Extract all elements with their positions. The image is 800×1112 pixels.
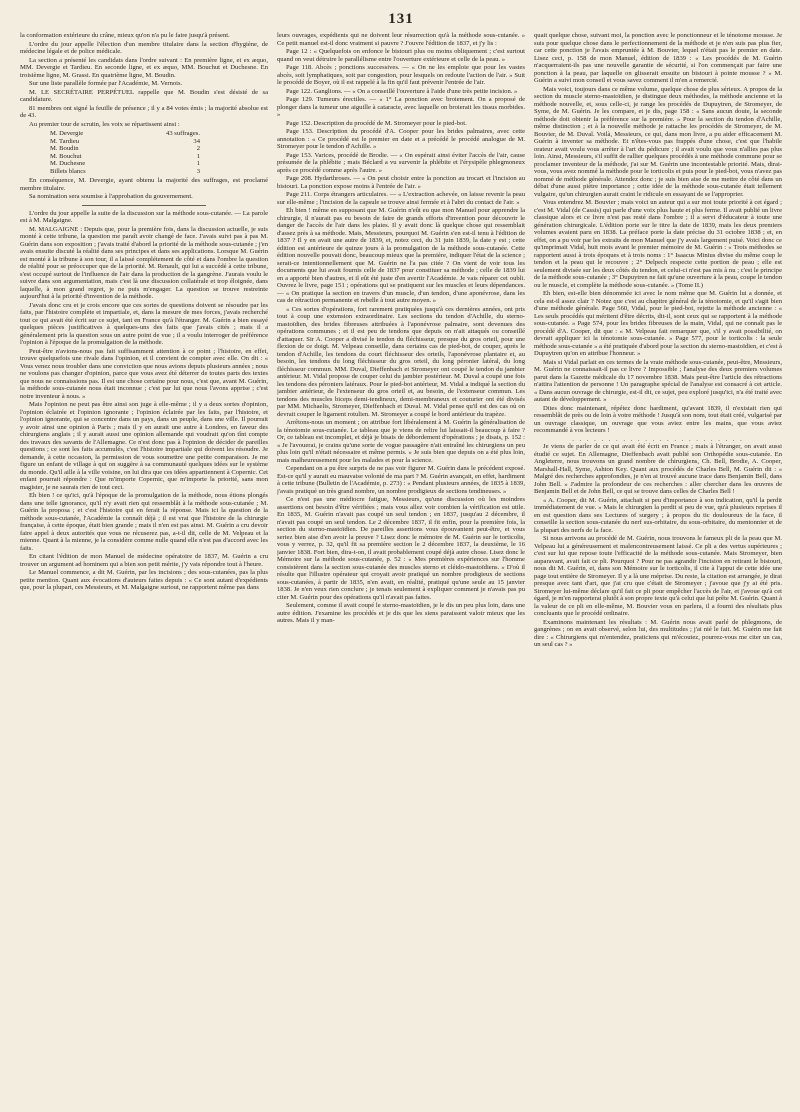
paragraph: Au premier tour de scrutin, les voix se répartissent ainsi : [29, 120, 180, 128]
paragraph: Vous entendrez M. Bouvier ; mais voici un auteur qui a sur moi toute priorité à cet égard ; c'est M. Vidal (de Cassis) qui parle d'une voix plus haute et plus ferme. Il avait publié un livre classique alors et ce livre n'est pas resté dans l'ombre ; il a servi d'éducateur à toute une génération chirurgicale. L'édition porte sur le titre la date de 1839, mais les deux premiers volumes avaient paru en 1838. La préface porte la date précise du 31 octobre 1838 ; et, en effet, on a pu voir par les extraits de mon Manuel que j'y avais largement puisé. Voici donc ce qu'imprimait Vidal, huit mois avant le premier mémoire de M. Guérin : « Trois méthodes se rapportent aussi à trois époques et à trois noms : 1° Isaacus Minius divise du même coup le tendon et la peau qui le recouvre ; 2° Delpech respecte cette portion de peau ; elle est seulement divisée sur les deux côtés du tendon, et celui-ci n'est pas mis à nu ; c'est le principe de la méthode sous-cutanée ; 3° Dupuytren ne fait qu'une ouverture à la peau, coupe le tendon ou le muscle, et complète la méthode sous-cutanée. » (Tome II.) [534, 199, 782, 289]
paragraph: Peut-être n'avions-nous pas fait suffisamment attention à ce point ; l'histoire, en effet, trouve quelquefois une rivale dans l'opinion, et il convient de compter avec elle. On dit : « Vous venez nous troubler dans une conviction que nous avions depuis plusieurs années ; nous ne voulons pas changer d'opinion, parce que vous avez été déterrer de toutes parts des textes que nous ne connaissions pas. Il est une chose certaine pour nous, c'est que, avant M. Guérin, la méthode sous-cutanée nous était inconnue ; c'est par lui que nous l'avons apprise ; c'est notre inventeur à nous. » [20, 347, 268, 400]
vote-row [50, 138, 200, 146]
paragraph: La section a présenté les candidats dans l'ordre suivant : En première ligne, et ex æquo, MM. Devergie et Tardieu. En seconde ligne, et ex æquo, MM. Bouchut et Duchesne. En troisième ligne, M. Grassi. En quatrième ligne, M. Boudin. [20, 56, 268, 79]
paragraph: quait quelque chose, suivant moi, la ponction avec le ponctionneur et le ténotome mousse. Je suis pour quelque chose dans le perfectionnement de la méthode et je n'en suis pas plus fier, car cette ponction je l'avais empruntée à M. Bouvier, lequel n'était pas le premier en date. Lisez ceci, p. 158 de mon Manuel, édition de 1839 : « Les procédés de M. Guérin n'acquerraient-ils pas une nouvelle garantie de sécurité, si l'on commençait par faire une ponction à la peau, par laquelle on glisserait ensuite un bistouri à pointe mousse ? » M. Guérin a suivi mon conseil et vous savez comment il m'en a remercié. [534, 32, 782, 84]
paragraph: L'ordre du jour appelle la suite de la discussion sur la méthode sous-cutanée. — La parole est à M. Malgaigne. [20, 209, 268, 224]
paragraph: Arrêtons-nous un moment ; on attribue fort libéralement à M. Guérin la généralisation de la ténotomie sous-cutanée. Le tableau que je viens de relire lui laissait-il beaucoup à faire ? Or, ce tableau est incomplet, et déjà je bisais de débordement d'opérations ; je disais, p. 152 : « Je l'avouerai, je crains qu'une sorte de vogue passagère n'ait entraîné les chirurgiens un peu plus loin qu'il n'était nécessaire et même permis. » Je suis bien que depuis on a été plus loin, mais malheureusement pour les malades et pour la science. [277, 419, 525, 464]
text-columns [20, 32, 782, 1112]
paragraph: Page 211. Corps étrangers articulaires. — « L'extraction achevée, on laisse revenir la peau sur elle-même ; l'incision de la capsule se trouve ainsi fermée et à l'abri du contact de l'air. » [277, 191, 525, 206]
paragraph: Page 152. Description du procédé de M. Stromeyer pour le pied-bot. [286, 119, 467, 127]
vote-row [50, 160, 200, 168]
page-number: 131 [388, 11, 414, 27]
vote-count: 1 [196, 160, 200, 167]
vote-row [50, 168, 200, 176]
paragraph: Page 12 : « Quelquefois on enfonce le bistouri plus ou moins obliquement ; c'est surtout quand on veut détruire le parallélisme entre l'ouverture extérieure et celle de la peau. » [277, 48, 525, 63]
paragraph: leurs ouvrages, expédients qui ne doivent leur résurrection qu'à la méthode sous-cutanée. » Ce petit manuel est-il donc vraiment si pauvre ? J'ouvre l'édition de 1837, et j'y lis : [277, 32, 525, 47]
vote-row [50, 153, 200, 161]
paragraph: L'ordre du jour appelle l'élection d'un membre titulaire dans la section d'hygiène, de médecine légale et de police médicale. [20, 40, 268, 55]
paragraph: Page 208. Hydarthroses. — « On peut choisir entre la ponction au trocart et l'incision au bistouri. La ponction expose moins à l'entrée de l'air. » [277, 175, 525, 190]
paragraph: En conséquence, M. Devergie, ayant obtenu la majorité des suffrages, est proclamé membre titulaire. [20, 177, 268, 192]
paragraph: Je viens de parler de ce qui avait été écrit en France ; mais à l'étranger, on avait aussi étudié ce sujet. En Allemagne, Dieffenbach avait publié son Orthopédie sous-cutanée. En Angleterre, nous trouvons un grand nombre de chirurgiens, Ch. Bell, Brodie, A. Cooper, Marshall-Hall, Syme, Ashton Key. Quant aux procédés de Charles Bell, M. Guérin dit : « Malgré des recherches approfondies, je n'en ai trouvé aucune trace dans Benjamin Bell, dans John Bell. » J'admire la profondeur de ces recherches : aller chercher dans les œuvres de Benjamin Bell et de John Bell, ce qui se trouve dans celles de Charles Bell ! [534, 443, 782, 495]
paragraph: Sur une liste parallèle formée par l'Académie, M. Vernois. [29, 80, 183, 87]
paragraph: Eh bien, est-elle bien dénommée ici avec le nom même que M. Guérin lui a donnée, et cela est-il assez clair ? Notez que c'est au chapitre général de la ténotomie, et qu'il s'agit bien d'une méthode générale. Page 560, Vidal, pour le pied-bot, rejette la méthode ancienne : « Les seuls procédés qui méritent d'être décrits, dit-il, sont ceux qui se rapportent à la méthode sous-cutanée. » Page 574, pour les brides fibreuses de la main, Vidal, qui ne connaît pas le procédé d'A. Cooper, dit que : « M. Velpeau fait remarquer que, s'il y avait possibilité, on devrait appliquer ici la ténotomie sous-cutanée. » Page 577, pour le torticolis : la seule méthode sous-cutanée » a été pratiquée d'abord pour la section du sterno-mastoïdien, et c'est à Dupuytren qu'on en attribue l'honneur. » [534, 290, 782, 357]
paragraph: Eh bien ! ce qu'ici, qu'à l'époque de la promulgation de la méthode, nous étions plongés dans une telle ignorance, qu'il n'y avait rien qui ressemblât à la méthode sous-cutanée ; M. Guérin la proposa ; et c'est l'histoire qui en ferait la réponse. Mais ici la question de la méthode sous-cutanée, l'Académie la connaît déjà ; il est vrai que l'histoire de la chirurgie française, à cette époque, était bien grande ; mais il n'en est pas ainsi. M. Guérin a cru devoir faire appel à deux autorités que vous ne récuserez pas, a-t-il dit, celle de M. Velpeau et la mienne. Quant à la mienne, je la considère comme nulle quand elle n'est pas d'accord avec les faits. [20, 492, 268, 552]
paragraph: Cependant on a pu être surpris de ne pas voir figurer M. Guérin dans le précédent exposé. Est-ce qu'il y aurait eu mauvaise volonté de ma part ? M. Guérin avançait, en effet, hardiment à cette tribune (Bulletin de l'Académie, p. 273) : « Pendant plusieurs années, de 1835 à 1839, j'avais pratiqué un très grand nombre, un nombre prodigieux de sections tendineuses. » [277, 465, 525, 495]
paragraph: Mais voici, toujours dans ce même volume, quelque chose de plus sérieux. A propos de la section du muscle sterno-mastoïdien, je distingue deux méthodes, la méthode ancienne et la méthode nouvelle, et, sous celle-ci, je range les procédés de Dupuytren, de Stromeyer, de Syme, de M. Guérin. Je les compare, et je dis, page 158 : « Sans aucun doute, la seconde méthode doit obtenir la préférence sur la première. » Pour la section du tendon d'Achille, même distinction ; et à la nouvelle méthode je rattache les procédés de Stromeyer, de M. Bouvier, de M. Duval. Voilà, Messieurs, ce qui, dans mon livre, a pu aider efficacement M. Guérin à inventer sa méthode. Et n'êtes-vous pas frappés d'une chose, c'est que l'habile orateur avait voulu vous arrêter à l'art du pédicure ; il avait voulu que vous n'allies pas plus loin. Ainsi, Messieurs, s'il suffit de rallier quelques procédés à une méthode commune pour se proclamer inventeur de la méthode, j'ai sur M. Guérin une incontestable priorité. Mais, dirai-vous, vous avez nommé la méthode pour le torticolis et puis pour le pied-bot, vous n'avez pas nommé de méthode générale. Attendez donc ; je suis bien aise de me mettre de côté dans un débat d'une aussi piètre importance ; cette idée de la méthode sous-cutanée était tellement vulgaire, qu'un chirurgien aurait craint le ridicule en essayant de se l'approprier. [534, 85, 782, 198]
column-3 [534, 32, 782, 1112]
paragraph: Ce n'est pas une médiocre fatigue, Messieurs, qu'une discussion où les moindres assertions ont besoin d'être vérifiées ; mais vous allez voir combien la vérification est utile. En 1835, M. Guérin n'avait pas coupé un seul tendon ; en 1837, jusqu'au 2 décembre, il n'avait pas coupé un seul tendon. Le 2 décembre 1837, il fit enfin, pour la première fois, la section du sterno-mastoïdien. De pareilles assertions vous épouvantent peut-être, et vous seriez bien aise d'en avoir la preuve ? Lisez donc le mémoire de M. Guérin sur le torticolis, vous y verrez, p. 32, qu'il fit sa première section le 2 décembre 1837, la deuxième, le 16 janvier 1838. Fort bien, dira-t-on, il avait probablement coupé déjà autre chose. Lisez donc le Mémoire sur la méthode sous-cutanée, p. 52 : « Mes premières expériences sur l'homme consistèrent dans la section sous-cutanée des muscles sterno et cléido-mastoïdiens. » D'où il résulte que l'illustre opérateur qui croyait avoir pratiqué un nombre prodigieux de sections sous-cutanées, à partir de 1835, n'en avait, en réalité, pratiqué qu'une seule au 15 janvier 1838. Je n'en veux rien conclure ; je tenais seulement à expliquer comment je n'avais pas pu citer M. Guérin pour des opérations qu'il n'avait pas faites. [277, 496, 525, 601]
column-2 [277, 32, 525, 1112]
vote-name: M. Bouchut [50, 152, 82, 160]
paragraph: Mais l'opinion ne peut pas être ainsi son juge à elle-même ; il y a deux sortes d'opinion, l'opinion éclairée et l'opinion ignorante ; l'opinion éclairée par les faits, par l'histoire, et l'opinion ignorante, qui se concentre dans un pays, dans un peuple, dans une ville. Il pourrait y avoir ainsi une opinion à Paris ; mais il y en aurait une autre à Londres, en faveur des chirurgiens anglais ; il y aurait aussi une opinion allemande qui voudrait qu'on tînt compte des travaux des savants de l'Allemagne. Ce n'est donc pas à l'opinion de décider de pareilles questions ; ce sont les faits accumulés, c'est l'histoire impartiale qui doivent les résoudre. Je demande, à cette occasion, la permission de vous soumettre une petite comparaison. Je me figure un enfant de village à qui on suggère à sa communauté quelques idées sur le système du monde. Qu'il aille à la ville voisine, on lui dira que ces idées appartiennent à Copernic. Cet enfant pourrait répondre : Que m'importe Copernic, que m'importe la priorité, sans mon magister, je ne saurais rien de tout ceci. [20, 401, 268, 491]
vote-count: 43 suffrages. [166, 130, 200, 137]
column-1 [20, 32, 268, 1112]
paragraph: En citant l'édition de mon Manuel de médecine opératoire de 1837, M. Guérin a cru trouver un argument ad hominem qui a bien son petit mérite, j'y vais répondre tout à l'heure. [20, 553, 268, 568]
paragraph: Page 129. Tumeurs érectiles. — « 1° La ponction avec broiement. On a proposé de plonger dans la tumeur une aiguille à cataracte, avec laquelle on broierait les tissus morbides. » [277, 96, 525, 118]
vote-row [50, 145, 200, 153]
paragraph: 81 membres ont signé la feuille de présence ; il y a 84 votes émis ; la majorité absolue est de 43. [20, 104, 268, 119]
paragraph: Le Manuel commence, a dit M. Guérin, par les incisions ; des sous-cutanées, pas la plus petite mention. Quant aux évocations d'auteurs faites depuis : « Ce sont autant d'expédients que, pour la plupart, ces Messieurs, et M. Malgaigne surtout, ne rapportent même pas dans [20, 569, 268, 591]
vote-name: M. Tardieu [50, 137, 80, 145]
paragraph: la conformation extérieure du crâne, mieux qu'on n'a pu le faire jusqu'à présent. [20, 32, 230, 39]
paragraph: Eh bien ! même en supposant que M. Guérin n'eût eu que mon Manuel pour apprendre la chirurgie, il n'aurait pas eu besoin de faire de grands efforts d'invention pour découvrir le danger de l'accès de l'air dans les plaies. Il y avait donc là quelque chose qui ressemblait d'assez près à sa méthode. Mais, Messieurs, pourquoi M. Guérin s'en est-il tenu à l'édition de 1837 ? Il y en avait une autre de 1839, et, notez ceci, du 31 juin 1839, la date y est ; cette édition est antérieure de quinze jours à la promulgation de la méthode sous-cutanée. Cette édition nouvelle pouvait donc, beaucoup mieux que la première, indiquer l'état de la science ; serait-ce intentionnellement que M. Guérin ne l'a pas citée ? On vient de voir tous les documents que lui avait fournis celle de 1837 pour constituer sa méthode ; celle de 1839 lui en a apporté bien d'autres, et il eût été juste d'en avertir l'Académie. Je vais réparer cet oubli. Ouvrez le livre, page 151 ; opérations qui se pratiquent sur les muscles et leurs dépendances. — « On pratique la section en travers d'un muscle, d'un tendon, d'une aponévrose, dans les cas de rétraction permanente et rebelle à tout autre moyen. » [277, 207, 525, 304]
paragraph: Seulement, comme il avait coupé le sterno-mastoïdien, je le dis un peu plus loin, dans une autre édition. J'examine les procédés et je dis que les siens paraissent valoir mieux que les autres. Mais il y man- [277, 602, 525, 624]
section-divider [82, 205, 206, 206]
vote-name: M. Boudin [50, 145, 79, 152]
paragraph: Si nous arrivons au procédé de M. Guérin, nous trouvons le fameux pli de la peau que M. Velpeau lui a généreusement et malencontreusement laissé. Ce pli a des vertus supérieures ; c'est sur lui que repose toute l'efficacité de la méthode sous-cutanée. Mais Stromeyer, bien auparavant, avait fait ce pli. Pourquoi ? Pour ne pas agrandir l'incision en retirant le bistouri, nous dit M. Guérin, et, dans son Mémoire sur le torticolis, il cite à l'appui de cette idée une page tout entière de Stromeyer. Il y a là une méprise. Du reste, la citation est arrangée, je dirai presque avec tant d'art, que j'ai cru que c'était de Stromeyer ; j'avoue que j'y ai été pris. Stromeyer lui-même déclare qu'il fait ce pli pour empêcher l'accès de l'air, et j'avoue qu'à cet égard, je m'en rapporterai plutôt à son propre texte qu'à celui que lui prête M. Guérin. Quant à la valeur de ce pli en elle-même, M. Bouvier vous en parlera, il a fourni des résultats plus concluants que le procédé ordinaire. [534, 535, 782, 617]
paragraph: J'avais donc cru et je crois encore que ces sortes de questions doivent se résoudre par les faits, par l'histoire complète et impartiale, et, dans la mesure de mes forces, j'avais recherché tout ce qui avait été écrit sur ce sujet, tant en France qu'à l'étranger. M. Guérin a bien essayé quelques pièces justificatives à quelques-uns des faits que j'avais cités ; mais il a généralement pris la question sous un autre point de vue ; il a voulu interroger de préférence l'opinion à l'époque de la promulgation de la méthode. [20, 301, 268, 346]
vote-count: 1 [196, 152, 200, 160]
paragraph: Page 153. Description du procédé d'A. Cooper pour les brides palmaires, avec cette annotation : « Ce procédé est le premier en date et a précédé le procédé analogue de M. Stromeyer pour le tendon d'Achille. » [277, 128, 525, 150]
paragraph: M. LE SECRÉTAIRE PERPÉTUEL rappelle que M. Boudin s'est désisté de sa candidature. [20, 88, 268, 103]
paragraph: Dites donc maintenant, répétez donc hardiment, qu'avant 1839, il n'existait rien qui ressemblât de près ou de loin à votre méthode ! Jusqu'à son nom, tout était créé, vulgarisé par un ouvrage classique, un ouvrage que vous aviez entre les mains, que vous aviez recommandé à vos lecteurs ! [534, 404, 782, 434]
paragraph: Examinons maintenant les résultats : M. Guérin nous avait parlé de phlegmons, de gangrènes ; on en avait observé, selon lui, des multitudes ; j'ai nié le fait. M. Guérin me fait dire : « Chirurgiens qui m'entendez, praticiens qui m'écoutez, pourrez-vous me citer un cas, un seul cas ? » [534, 618, 782, 648]
paragraph: M. MALGAIGNE : Depuis que, pour la première fois, dans la discussion actuelle, je suis monté à cette tribune, la question me paraît avoir changé de face. J'avais suivi pas à pas M. Guérin dans son exposition ; j'avais traité d'abord la priorité de la méthode sous-cutanée ; j'en avais ensuite discuté la réalité dans ses principes et dans ses applications. Lorsque M. Guérin est monté à la tribune à son tour, il a laissé complétement de côté et dans l'ombre la question de réalité pour se préoccuper que de la priorité. M. Renault, qui lui a succédé à cette tribune, s'est occupé surtout de l'influence de l'air dans la production de la gangrène. J'aurais voulu le suivre dans son argumentation, mais c'est là une discussion collatérale et trop éloignée, dans laquelle, à mon grand regret, je ne puis m'engager. La question se trouve restreinte aujourd'hui à la priorité d'invention de la méthode. [20, 225, 268, 300]
paragraph: « A. Cooper, dit M. Guérin, attachait si peu d'importance à son indication, qu'il la perdit immédiatement de vue. » Mais le chirurgien la perdit si peu de vue, qu'à plusieurs reprises il en est question dans ses Lectures of surgery ; à propos du tic douloureux de la face, il conseille la section sous-cutanée du nerf sus-orbitaire, du sous-orbitaire, du mentonnier et de la plupart des nerfs de la face. [534, 496, 782, 534]
paragraph: Mais si Vidal parlait en ces termes de la vraie méthode sous-cutanée, peut-être, Messieurs, M. Guérin ne connaissait-il pas ce livre ? Impossible ; l'analyse des deux premiers volumes parut dans la Gazette médicale du 17 novembre 1838. Mais peut-être l'article des rétractions n'attira l'attention de personne ! Un paragraphe spécial de l'analyse est consacré à cet article. « Dans aucun ouvrage de chirurgie, est-il dit, ce sujet, peu exploré jusqu'ici, n'a été traité avec autant de développement. » [534, 358, 782, 403]
vote-name: M. Devergie [50, 130, 84, 137]
vote-name: M. Duchesne [50, 160, 86, 167]
paragraph: Page 122. Ganglions. — « On a conseillé l'ouverture à l'aide d'une très petite incision. » [286, 87, 518, 95]
paragraph: « Ces sortes d'opérations, fort rarement pratiquées jusqu'à ces dernières années, ont pris tout à coup une extension extraordinaire. Les sections du tendon d'Achille, du sterno-mastoïdien, des brides fibreuses attribuées à l'aponévrose palmaire, sont devenues des opérations communes ; et il est peu de tendons que depuis on n'ait attaqués ou conseillé d'attaquer. Sir A. Cooper a divisé le tendon du fléchisseur, presque du gros orteil, pour une flexion de ce doigt. M. Velpeau conseille, dans certains cas de pied-bot, de couper, après le tendon d'Achille, les tendons du court fléchisseur des orteils, l'aponévrose plantaire et, au besoin, les tendons du long fléchisseur du gros orteil, du long péronier latéral, du long fléchisseur commun. MM. Duval, Dieffenbach et Stromeyer ont coupé le tendon du jambier antérieur. M. Vidal propose de couper celui du jambier postérieur. M. Duval a coupé une fois les tendons des péroniers latéraux. Pour le pied-bot antérieur, M. Vidal a indiqué la section du jambier antérieur, de l'extenseur du gros orteil et, au besoin, de l'extenseur commun. Les tendons des muscles biceps demi-tendineux, demi-membraneux et couturier ont été divisés par MM. Michaelis, Stromeyer, Dieffenbach et Duval. M. Vidal pense qu'il est des cas où on devrait couper le ligament rotulien. M. Stromeyer a coupé le bord antérieur du trapèze. [277, 305, 525, 418]
vote-row [50, 130, 200, 138]
paragraph: Page 118. Abcès ; ponctions successives. — « On ne les emploie que pour les vastes abcès, soit lymphatiques, soit par congestion, pour lesquels on redoute l'action de l'air. » Suit le procédé de Boyer, où il est rappelé à la fin qu'il faut prévenir l'entrée de l'air. [277, 64, 525, 86]
ellipsis-separator: . . . . . . . . . . . . . . . . . . . . . . . . [572, 435, 744, 443]
vote-list [50, 130, 268, 175]
vote-name: Billets blancs [50, 167, 86, 175]
paragraph: Page 153. Varices, procédé de Brodie. — « On espérait ainsi éviter l'accès de l'air, cause présumée de la phlébite ; mais Béclard a vu survenir la phlébite et l'érysipèle phlegmoneux après ce procédé comme après l'autre. » [277, 151, 525, 174]
vote-count: 3 [196, 167, 200, 175]
vote-count: 2 [196, 145, 200, 152]
vote-count: 34 [193, 137, 200, 145]
paragraph: Sa nomination sera soumise à l'approbation du gouvernement. [29, 193, 193, 200]
